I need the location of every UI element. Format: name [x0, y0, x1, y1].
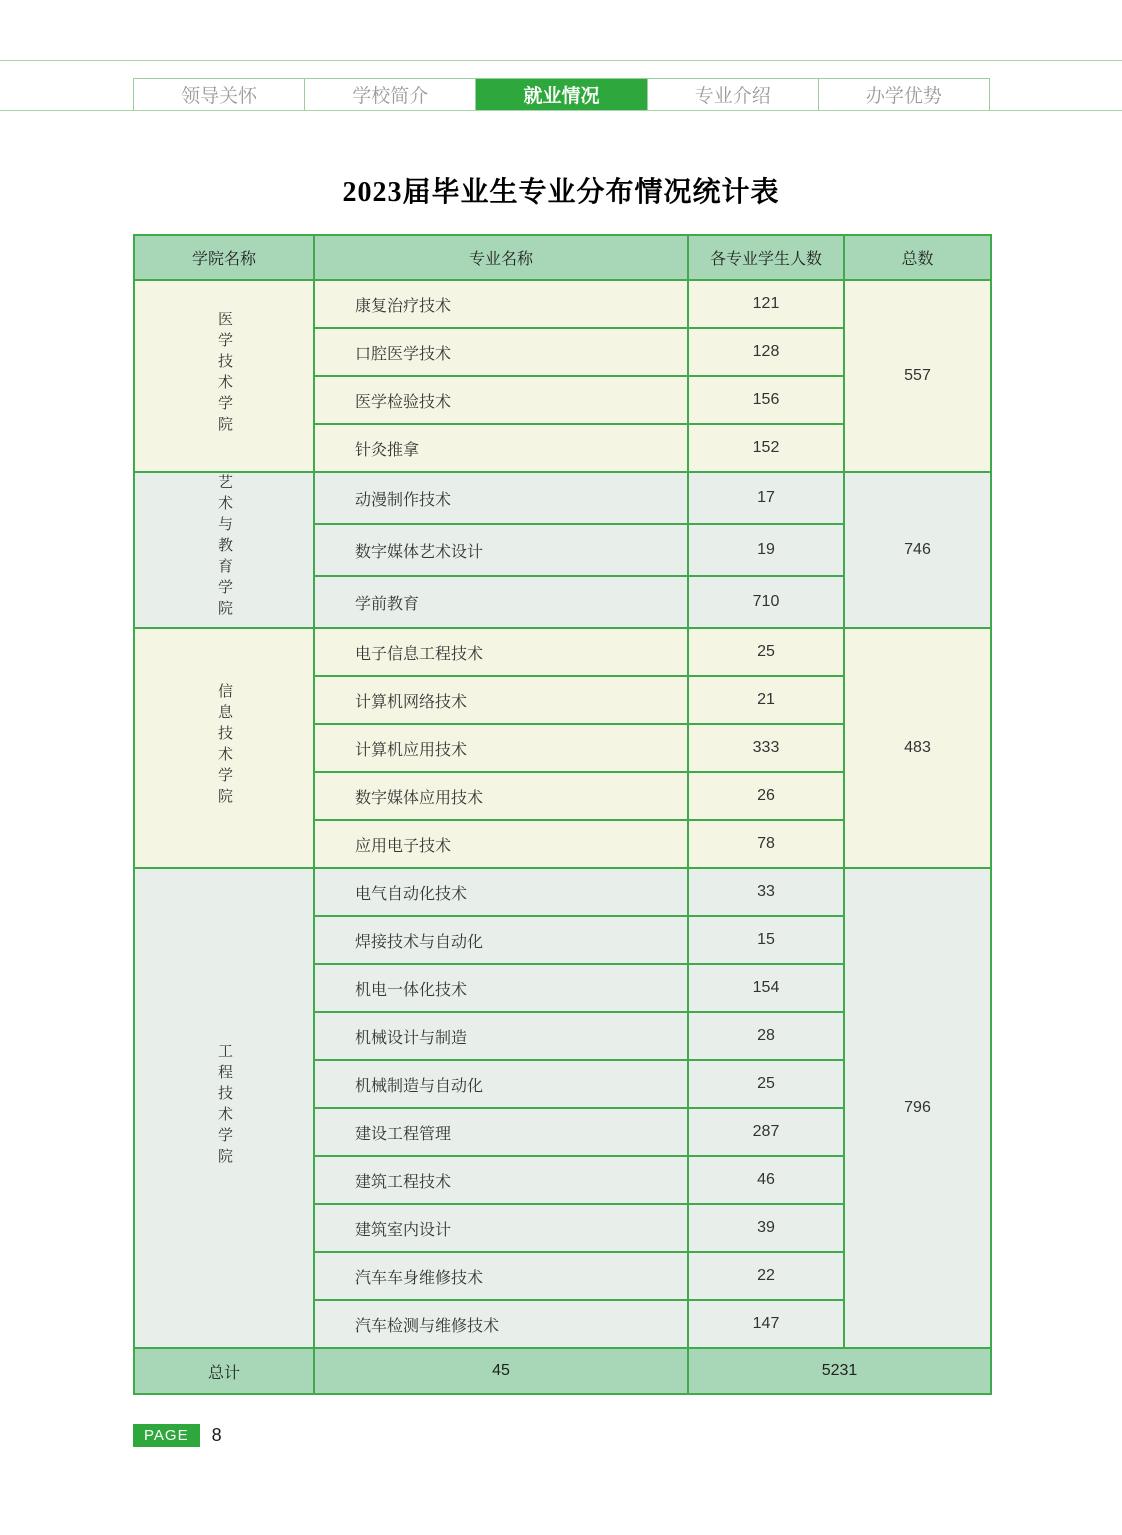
major-count: 78: [688, 820, 844, 868]
major-count: 128: [688, 328, 844, 376]
major-name: 数字媒体应用技术: [314, 772, 688, 820]
col-header-major: 专业名称: [314, 235, 688, 280]
major-name: 医学检验技术: [314, 376, 688, 424]
page-footer: [133, 1424, 222, 1447]
major-name: 机械设计与制造: [314, 1012, 688, 1060]
major-name: 建筑工程技术: [314, 1156, 688, 1204]
tab-majors-intro[interactable]: 专业介绍: [648, 79, 819, 110]
major-name: 计算机应用技术: [314, 724, 688, 772]
major-count: 19: [688, 524, 844, 576]
major-count: 33: [688, 868, 844, 916]
major-name: 口腔医学技术: [314, 328, 688, 376]
college-name-cell: [134, 472, 314, 628]
college-total: 746: [844, 472, 991, 628]
major-name: 电子信息工程技术: [314, 628, 688, 676]
major-count: 156: [688, 376, 844, 424]
col-header-total: 总数: [844, 235, 991, 280]
major-name: 学前教育: [314, 576, 688, 628]
major-count: 28: [688, 1012, 844, 1060]
nav-tabbar: [133, 78, 990, 111]
major-name: 针灸推拿: [314, 424, 688, 472]
major-count: 121: [688, 280, 844, 328]
stats-table: [133, 234, 992, 1395]
major-count: 39: [688, 1204, 844, 1252]
college-name: 艺术与教育学院: [216, 474, 233, 621]
header-divider: [0, 110, 1122, 111]
major-count: 21: [688, 676, 844, 724]
table-header-row: [134, 235, 991, 280]
college-total: 796: [844, 868, 991, 1348]
major-count: 710: [688, 576, 844, 628]
college-name: 医学技术学院: [216, 310, 233, 437]
college-name: 信息技术学院: [216, 682, 233, 809]
summary-row: [134, 1348, 991, 1394]
summary-major-count: 45: [314, 1348, 688, 1394]
major-name: 机械制造与自动化: [314, 1060, 688, 1108]
page-title: 2023届毕业生专业分布情况统计表: [342, 177, 780, 208]
college-name-cell: [134, 868, 314, 1348]
table-row: [134, 868, 991, 916]
college-name: 工程技术学院: [216, 1042, 233, 1169]
group-engineering-technology: [134, 868, 991, 1348]
major-count: 26: [688, 772, 844, 820]
major-name: 汽车检测与维修技术: [314, 1300, 688, 1348]
summary-student-total: 5231: [688, 1348, 991, 1394]
group-information-technology: [134, 628, 991, 868]
major-name: 电气自动化技术: [314, 868, 688, 916]
table-row: [134, 280, 991, 328]
top-divider: [0, 60, 1122, 61]
major-name: 动漫制作技术: [314, 472, 688, 524]
major-name: 建设工程管理: [314, 1108, 688, 1156]
major-count: 147: [688, 1300, 844, 1348]
tab-school-advantages[interactable]: 办学优势: [865, 86, 942, 107]
table-row: [134, 472, 991, 524]
major-name: 应用电子技术: [314, 820, 688, 868]
group-medical-technology: [134, 280, 991, 472]
major-count: 17: [688, 472, 844, 524]
page-badge: PAGE: [133, 1424, 200, 1447]
major-name: 数字媒体艺术设计: [314, 524, 688, 576]
tab-school-intro[interactable]: 学校简介: [305, 79, 476, 110]
tab-employment[interactable]: 就业情况: [476, 79, 647, 110]
major-count: 25: [688, 628, 844, 676]
group-art-education: [134, 472, 991, 628]
college-total: 483: [844, 628, 991, 868]
major-count: 333: [688, 724, 844, 772]
table-row: [134, 628, 991, 676]
major-name: 汽车车身维修技术: [314, 1252, 688, 1300]
major-name: 焊接技术与自动化: [314, 916, 688, 964]
major-name: 计算机网络技术: [314, 676, 688, 724]
major-count: 22: [688, 1252, 844, 1300]
page-number: 8: [211, 1425, 222, 1445]
college-name-cell: [134, 280, 314, 472]
major-count: 15: [688, 916, 844, 964]
summary-section: [134, 1348, 991, 1394]
col-header-college: 学院名称: [134, 235, 314, 280]
major-count: 46: [688, 1156, 844, 1204]
major-count: 154: [688, 964, 844, 1012]
major-name: 机电一体化技术: [314, 964, 688, 1012]
college-total: 557: [844, 280, 991, 472]
col-header-count: 各专业学生人数: [688, 235, 844, 280]
major-count: 25: [688, 1060, 844, 1108]
major-count: 152: [688, 424, 844, 472]
major-name: 建筑室内设计: [314, 1204, 688, 1252]
college-name-cell: [134, 628, 314, 868]
tab-leadership-care[interactable]: 领导关怀: [134, 79, 305, 110]
major-count: 287: [688, 1108, 844, 1156]
major-name: 康复治疗技术: [314, 280, 688, 328]
summary-label: 总计: [134, 1348, 314, 1394]
